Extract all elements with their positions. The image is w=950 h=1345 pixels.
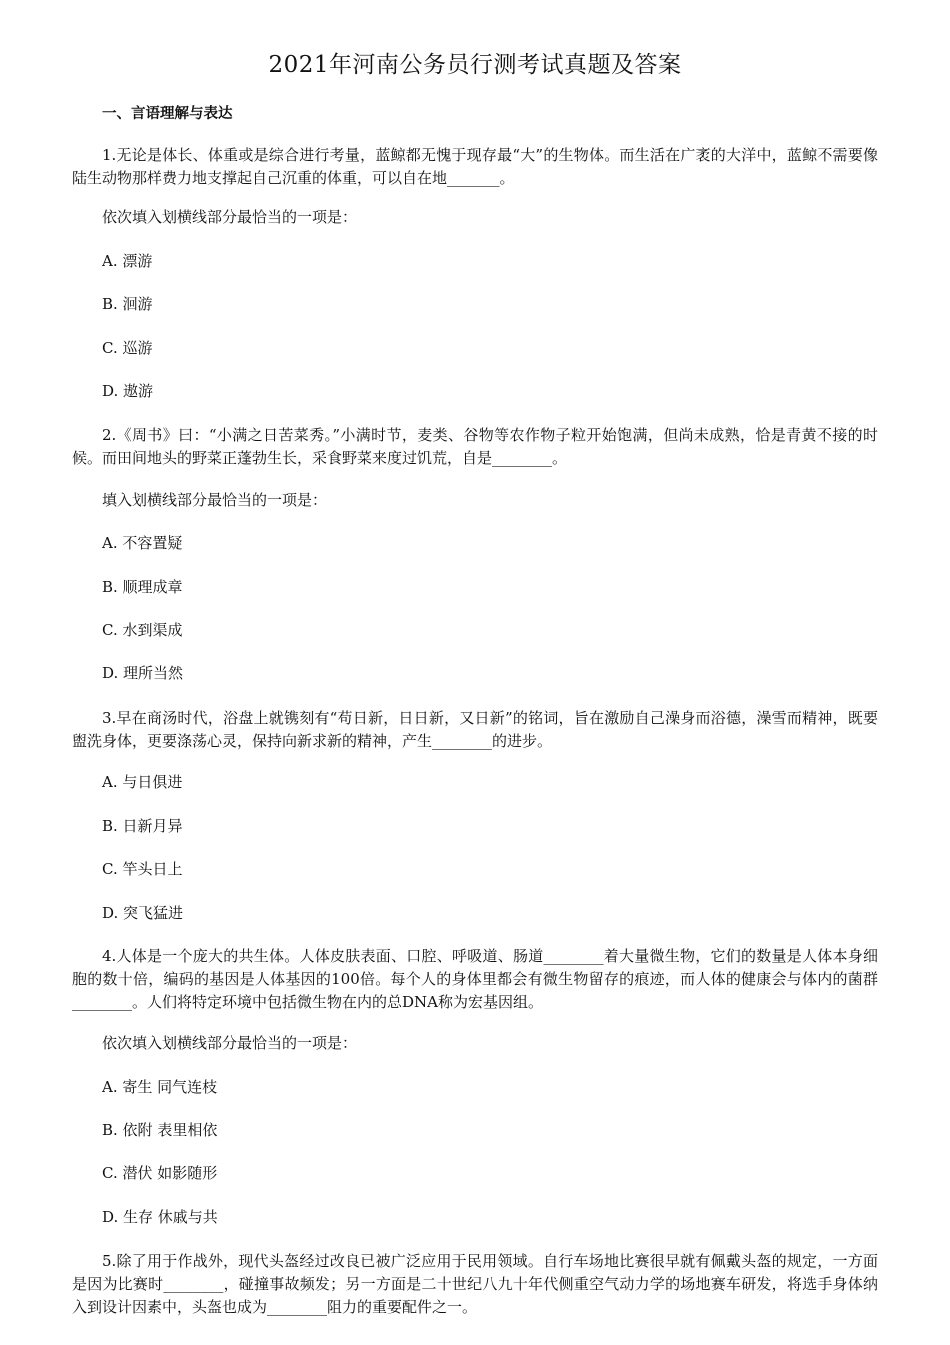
- page-title: 2021年河南公务员行测考试真题及答案: [268, 52, 682, 78]
- question-2-option-c: C. 水到渠成: [102, 621, 183, 639]
- question-2-option-b: B. 顺理成章: [102, 578, 183, 596]
- question-5-stem: 5.除了用于作战外，现代头盔经过改良已被广泛应用于民用领域。自行车场地比赛很早就有佩戴头盔的规定，一方面是因为比赛时________，碰撞事故频发；另一方面是二十世纪八九十年代侧重空气动力学的场地赛车研发，将选手身体纳入到设计因素中，头盔也成为________阻力的重要配件之一。: [72, 1252, 878, 1316]
- question-3-option-b: B. 日新月异: [102, 817, 183, 835]
- question-2-option-d: D. 理所当然: [102, 664, 184, 682]
- question-4-option-d: D. 生存 休戚与共: [102, 1208, 218, 1226]
- question-3-stem: 3.早在商汤时代，浴盘上就镌刻有“苟日新，日日新，又日新”的铭词，旨在激励自己澡身而浴德，澡雪而精神，既要盥洗身体，更要涤荡心灵，保持向新求新的精神，产生________的进步。: [72, 709, 878, 750]
- question-4-prompt: 依次填入划横线部分最恰当的一项是：: [102, 1034, 358, 1052]
- question-3-option-a: A. 与日俱进: [102, 773, 183, 791]
- question-2-option-a: A. 不容置疑: [102, 534, 183, 552]
- question-4-option-c: C. 潜伏 如影随形: [102, 1164, 218, 1182]
- question-4-option-b: B. 依附 表里相依: [102, 1121, 218, 1139]
- question-1-option-b: B. 洄游: [102, 295, 153, 313]
- question-3-option-c: C. 竿头日上: [102, 860, 183, 878]
- question-1-option-a: A. 漂游: [102, 252, 153, 270]
- question-1-option-c: C. 巡游: [102, 339, 153, 357]
- question-3-option-d: D. 突飞猛进: [102, 904, 184, 922]
- question-4-stem: 4.人体是一个庞大的共生体。人体皮肤表面、口腔、呼吸道、肠道________着大量微生物，它们的数量是人体本身细胞的数十倍，编码的基因是人体基因的100倍。每个人的身体里都会有微生物留存的痕迹，而人体的健康会与体内的菌群________。人们将特定环境中包括微生物在内的总DNA称为宏基因组。: [72, 947, 878, 1011]
- question-2-stem: 2.《周书》曰：“小满之日苦菜秀。”小满时节，麦类、谷物等农作物子粒开始饱满，但尚未成熟，恰是青黄不接的时候。而田间地头的野菜正蓬勃生长，采食野菜来度过饥荒，自是________。: [72, 426, 878, 467]
- question-2-prompt: 填入划横线部分最恰当的一项是：: [102, 491, 328, 509]
- section-heading: 一、言语理解与表达: [102, 105, 233, 122]
- question-1-option-d: D. 遨游: [102, 382, 154, 400]
- question-1-prompt: 依次填入划横线部分最恰当的一项是：: [102, 208, 358, 226]
- question-1-stem: 1.无论是体长、体重或是综合进行考量，蓝鲸都无愧于现存最“大”的生物体。而生活在广袤的大洋中，蓝鲸不需要像陆生动物那样费力地支撑起自己沉重的体重，可以自在地_______。: [72, 146, 878, 187]
- question-4-option-a: A. 寄生 同气连枝: [102, 1078, 218, 1096]
